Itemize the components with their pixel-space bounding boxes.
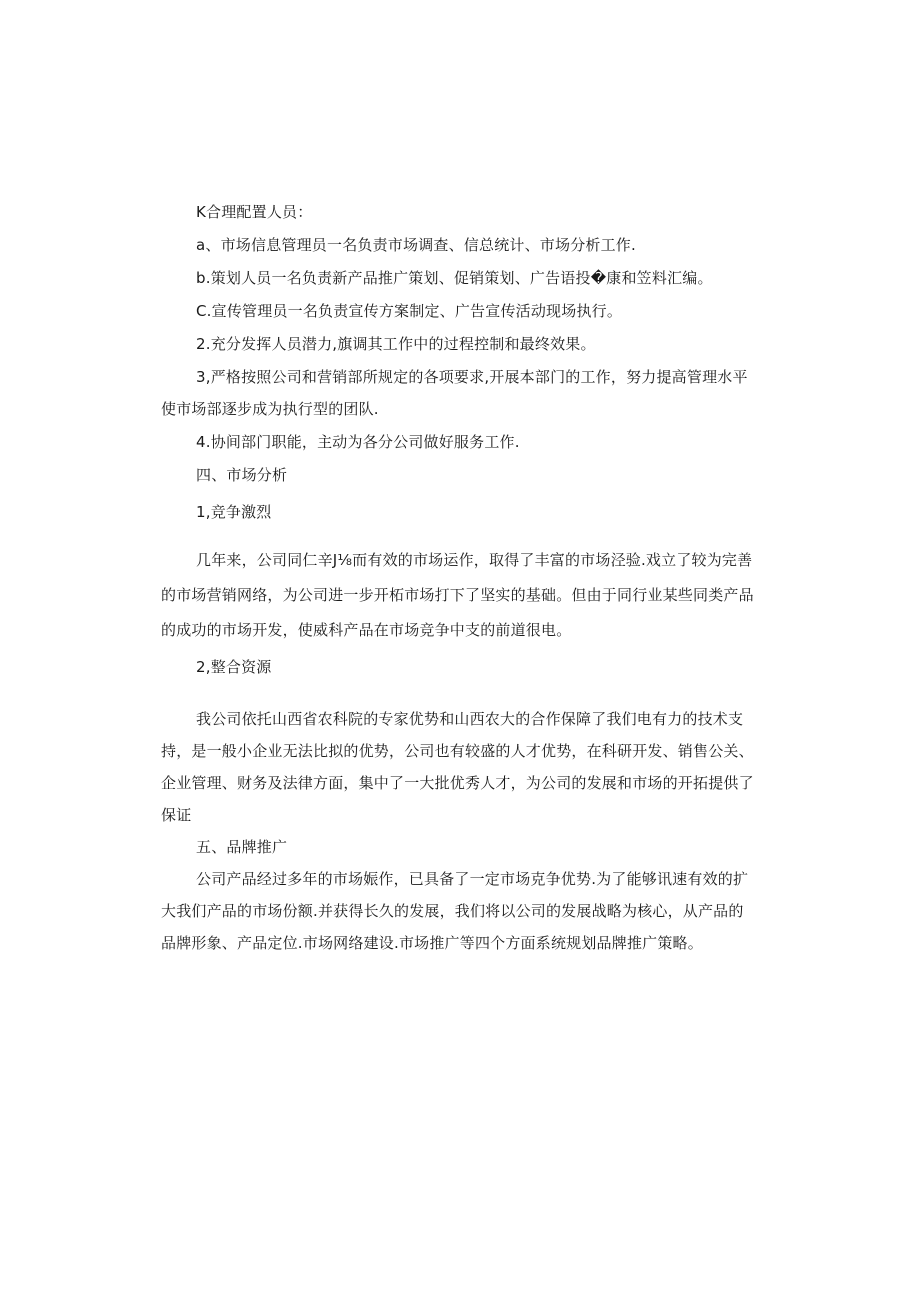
- paragraph-line: 的成功的市场开发，使威科产品在市场竞争中支的前道很电。: [161, 621, 572, 639]
- subsection-heading-competition: 1,竞争激烈: [196, 503, 272, 521]
- paragraph-line: 3,严格按照公司和营销部所规定的各项要求,开展本部门的工作，努力提高管理水平: [196, 368, 748, 386]
- paragraph-line: 2.充分发挥人员潜力,旗调其工作中的过程控制和最终效果。: [196, 335, 596, 353]
- paragraph-line: 品牌形象、产品定位.市场网络建设.市场推广等四个方面系统规划品牌推广策略。: [161, 934, 703, 952]
- paragraph-line: b.策划人员一名负责新产品推广策划、促销策划、广告语投�康和笠料汇编。: [196, 269, 713, 287]
- paragraph-line: 公司产品经过多年的市场娠作，已具备了一定市场克争优势.为了能够讯速有效的扩: [196, 870, 749, 888]
- paragraph-line: 我公司依托山西省农科院的专家优势和山西农大的合作保障了我们电有力的技术支: [196, 710, 744, 728]
- paragraph-line: 的市场营销网络，为公司进一步开柘市场打下了坚实的基础。但由于同行业某些同类产品: [161, 586, 754, 604]
- paragraph-line: 大我们产品的市场份额.并获得长久的发展，我们将以公司的发展战略为核心，从产品的: [161, 902, 744, 920]
- section-heading-brand-promotion: 五、品牌推广: [196, 838, 288, 856]
- paragraph-line: 几年来，公司同仁辛J⅛而有效的市场运作，取得了丰富的市场泾验.戏立了较为完善: [196, 551, 753, 569]
- paragraph-line: 保证: [161, 806, 192, 824]
- paragraph-line: 4.协间部门职能，主动为各分公司做好服务工作.: [196, 433, 520, 451]
- section-heading-staffing: K合理配置人员：: [196, 203, 313, 221]
- paragraph-line: 持，是一般小企业无法比拟的优势，公司也有较盛的人才优势，在科研开发、销售公关、: [161, 742, 754, 760]
- section-heading-market-analysis: 四、市场分析: [196, 466, 288, 484]
- paragraph-line: 企业管理、财务及法律方面，集中了一大批优秀人才，为公司的发展和市场的开拓提供了: [161, 774, 754, 792]
- paragraph-line: a、市场信息管理员一名负责市场调查、信总统计、市场分析工作.: [196, 236, 636, 254]
- paragraph-line: C.宣传管理员一名负责宣传方案制定、广告宣传活动现场执行。: [196, 302, 623, 320]
- subsection-heading-resources: 2,整合资源: [196, 658, 272, 676]
- paragraph-line: 使市场部逐步成为执行型的团队.: [161, 400, 379, 418]
